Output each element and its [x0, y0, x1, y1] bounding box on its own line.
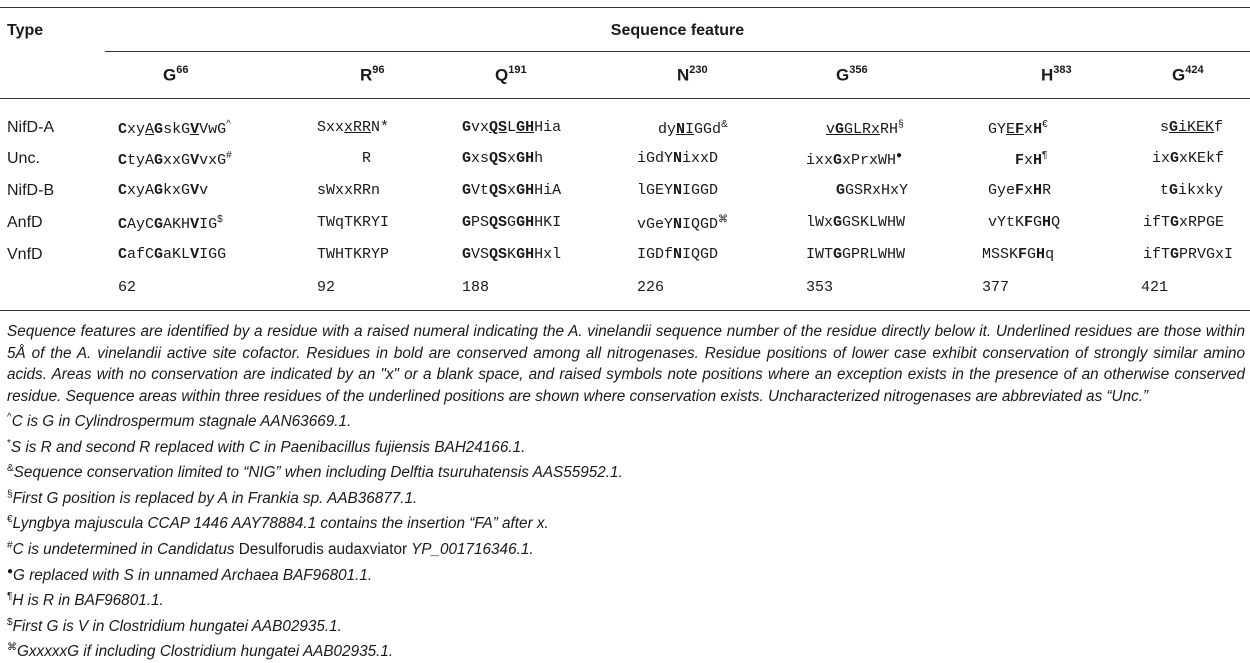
- table-bottom-rule: [0, 310, 1250, 311]
- column-header-g66: $G^{66}$: [163, 64, 189, 85]
- cell-vnfd-h383: MSSKFGHq: [982, 246, 1055, 263]
- row-label-nifd-b: NifD-B: [7, 182, 55, 199]
- footnote: $First G is V in Clostridium hungatei AAB02935.1.: [7, 616, 342, 635]
- cell-nifd-b-g356: GGSRxHxY: [836, 182, 909, 199]
- cell-nifd-b-g424: tGikxky: [1160, 182, 1224, 199]
- cell-nifd-b-r96: sWxxRRn: [317, 182, 381, 199]
- cell-nifd-b-q191: GVtQSxGHHiA: [462, 182, 562, 199]
- footnote: €Lyngbya majuscula CCAP 1446 AAY78884.1 contains the insertion “FA” after x.: [7, 514, 549, 533]
- footnote: ¶H is R in BAF96801.1.: [7, 591, 164, 610]
- cell-nifd-b-n230: lGEYNIGGD: [637, 182, 719, 199]
- table-top-rule: [0, 7, 1250, 8]
- cell-unc-n230: iGdYNixxD: [637, 150, 719, 167]
- header-bottom-rule: [0, 98, 1250, 99]
- cell-anfd-g424: ifTGxRPGE: [1143, 214, 1225, 231]
- cell-anfd-g356: lWxGGSKLWHW: [806, 214, 906, 231]
- footnote: ^C is G in Cylindrospermum stagnale AAN63669.1.: [7, 412, 352, 431]
- apple-icon: ●: [896, 150, 903, 161]
- cell-unc-h383: FxH¶: [1015, 150, 1048, 169]
- cell-unc-r96: R: [362, 150, 372, 167]
- column-header-g424: $G^{424}$: [1172, 64, 1204, 85]
- column-header-h383: $H^{383}$: [1041, 64, 1072, 85]
- cell-anfd-g66: CAyCGAKHVIG$: [118, 214, 223, 233]
- cell-unc-g66: CtyAGxxGVvxG#: [118, 150, 232, 169]
- cell-nifd-a-g356: vGGLRxRH§: [826, 119, 904, 138]
- footnote-paragraph: Sequence features are identified by a residue with a raised numeral indicating the A. vinelandii sequence number of the residue directly below it. Underlined residues are those within 5Å of the A. vinelandii active site cofactor. Residues in bold are conserved among all nitrogenases. Residue positions of lower case exhibit conservation of strongly similar amino acids. Areas with no conservation are indicated by an "x" or a blank space, and raised symbols note positions where an exception exists in the presence of an otherwise conserved residue. Sequence areas within three residues of the underlined positions are shown where conservation exists. Uncharacterized nitrogenases are abbreviated as “Unc.”: [7, 323, 1245, 405]
- column-header-r96: $R^{96}$: [360, 64, 385, 85]
- cell-nifd-a-h383: GYEFxH€: [988, 119, 1048, 138]
- cell-unc-g424: ixGxKEkf: [1152, 150, 1225, 167]
- row-label-vnfd: VnfD: [7, 246, 43, 263]
- footnote: §First G position is replaced by A in Frankia sp. AAB36877.1.: [7, 488, 418, 507]
- cell-anfd-r96: TWqTKRYI: [317, 214, 390, 231]
- cell-nifd-b-g66: CxyAGkxGVv: [118, 182, 209, 199]
- position-number: 377: [982, 279, 1010, 296]
- cell-unc-g356: ixxGxPrxWH●: [806, 150, 903, 169]
- position-number: 188: [462, 279, 490, 296]
- sequence-feature-header: Sequence feature: [610, 22, 745, 39]
- cell-vnfd-n230: IGDfNIQGD: [637, 246, 719, 263]
- cell-nifd-a-q191: GvxQSLGHHia: [462, 119, 562, 136]
- row-label-unc: Unc.: [7, 150, 40, 167]
- cell-vnfd-r96: TWHTKRYP: [317, 246, 390, 263]
- cell-nifd-a-g66: CxyAGskGVVwG^: [118, 119, 231, 138]
- position-number: 92: [317, 279, 336, 296]
- column-header-q191: $Q^{191}$: [495, 64, 527, 85]
- cell-unc-q191: GxsQSxGHh: [462, 150, 544, 167]
- feature-sub-rule: [105, 51, 1250, 52]
- row-label-anfd: AnfD: [7, 214, 43, 231]
- position-number: 353: [806, 279, 834, 296]
- cell-anfd-n230: vGeYNIQGD⌘: [637, 214, 729, 233]
- position-number: 62: [118, 279, 137, 296]
- type-header: Type: [7, 22, 44, 39]
- cell-vnfd-g356: IWTGGPRLWHW: [806, 246, 906, 263]
- footnote: #C is undetermined in Candidatus Desulforudis audaxviator YP_001716346.1.: [7, 539, 534, 559]
- footnote: *S is R and second R replaced with C in Paenibacillus fujiensis BAH24166.1.: [7, 437, 526, 456]
- cell-nifd-a-n230: dyNIGGd&: [658, 119, 728, 138]
- cell-vnfd-g66: CafCGaKLVIGG: [118, 246, 227, 263]
- cell-nifd-a-r96: SxxxRRN*: [317, 119, 390, 136]
- cell-vnfd-g424: ifTGPRVGxI: [1143, 246, 1234, 263]
- footnote: ●G replaced with S in unnamed Archaea BAF96801.1.: [7, 565, 373, 584]
- table-footnotes: [7, 321, 1250, 663]
- row-label-nifd-a: NifD-A: [7, 119, 55, 136]
- footnote: &Sequence conservation limited to “NIG” when including Delftia tsuruhatensis AAS55952.1.: [7, 463, 623, 482]
- column-header-n230: $N^{230}$: [677, 64, 708, 85]
- cell-vnfd-q191: GVSQSKGHHxl: [462, 246, 562, 263]
- apple-icon: ●: [7, 565, 14, 577]
- cell-nifd-b-h383: GyeFxHR: [988, 182, 1052, 199]
- position-number: 421: [1141, 279, 1169, 296]
- footnote: ⌘GxxxxxG if including Clostridium hungatei AAB02935.1.: [7, 642, 394, 661]
- column-header-g356: $G^{356}$: [836, 64, 868, 85]
- position-number: 226: [637, 279, 665, 296]
- cell-anfd-h383: vYtKFGHQ: [988, 214, 1061, 231]
- cell-anfd-q191: GPSQSGGHHKI: [462, 214, 562, 231]
- cell-nifd-a-g424: sGiKEKf: [1160, 119, 1224, 136]
- command-icon: ⌘: [718, 214, 729, 225]
- command-icon: ⌘: [7, 642, 17, 654]
